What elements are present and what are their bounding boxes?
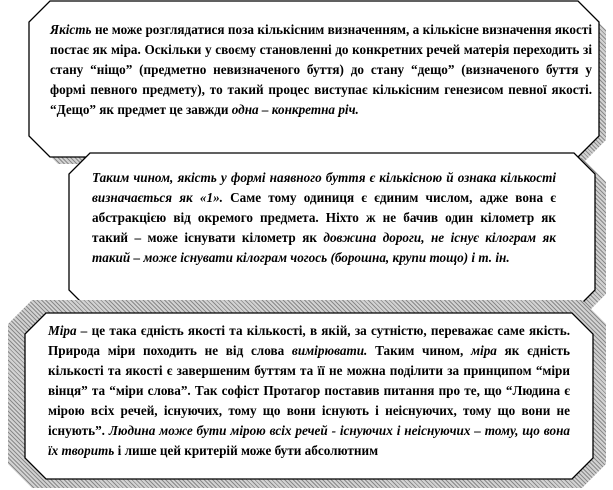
text-span: не може розглядатися поза кількісним визначенням, а кількісне визначення якості постає як міра. Оскільки у своєму становленні до конкретних речей матерія переходить зі стану “ніщо” (предметно невизначеного буття) до стану “дещо” (визначеного буття у формі певного предмету), то такий процес виступає кількісним генезисом певної якості. “Дещо” як предмет це завжди — [50, 22, 592, 117]
text-span: і лише цей критерій може бути абсолютним — [114, 443, 379, 458]
text-span: Міра – — [48, 323, 88, 338]
text-span: Людина може бути мірою всіх речей - існуючих і неіснуючих – тому, що вона їх творить — [48, 423, 570, 458]
panel-1-text — [50, 20, 592, 120]
text-span: Таким чином, — [367, 343, 472, 358]
panel-3-text — [48, 321, 570, 461]
text-span: вимірювати. — [291, 343, 368, 358]
text-span: це така єдність якості та кількості, в якій, за сутністю, переважає саме якість. Природа міри походить не від слова — [48, 323, 570, 358]
text-span: Саме тому одиниця є єдиним числом, адже вона є абстракцією від окремого предмета. Ніхто ж не бачив один кілометр як такий – може існувати кілометр як — [92, 190, 556, 245]
text-span: Таким чином, якість у формі наявного буття є кількісною й ознака кількості визначається як «1». — [92, 170, 556, 205]
panel-2-text — [92, 168, 556, 268]
text-span: як єдність кількості та якості є завершеним буттям та її не можна поділити за принципом “міри вінця” та “міри слова”. Так софіст Протагор поставив питання про те, що “Людина є мірою всіх речей, існуючих, тому що вони існують і неіснуючих, тому що вони не існують”. — [48, 343, 571, 438]
text-span: одна – конкретна річ. — [231, 102, 359, 117]
text-span: міра — [471, 343, 497, 358]
text-span: довжина дороги, не існує кілограм як такий – може існувати кілограм чогось (борошна, крупи тощо) і т. ін. — [92, 230, 556, 265]
text-span: Якість — [50, 22, 92, 37]
